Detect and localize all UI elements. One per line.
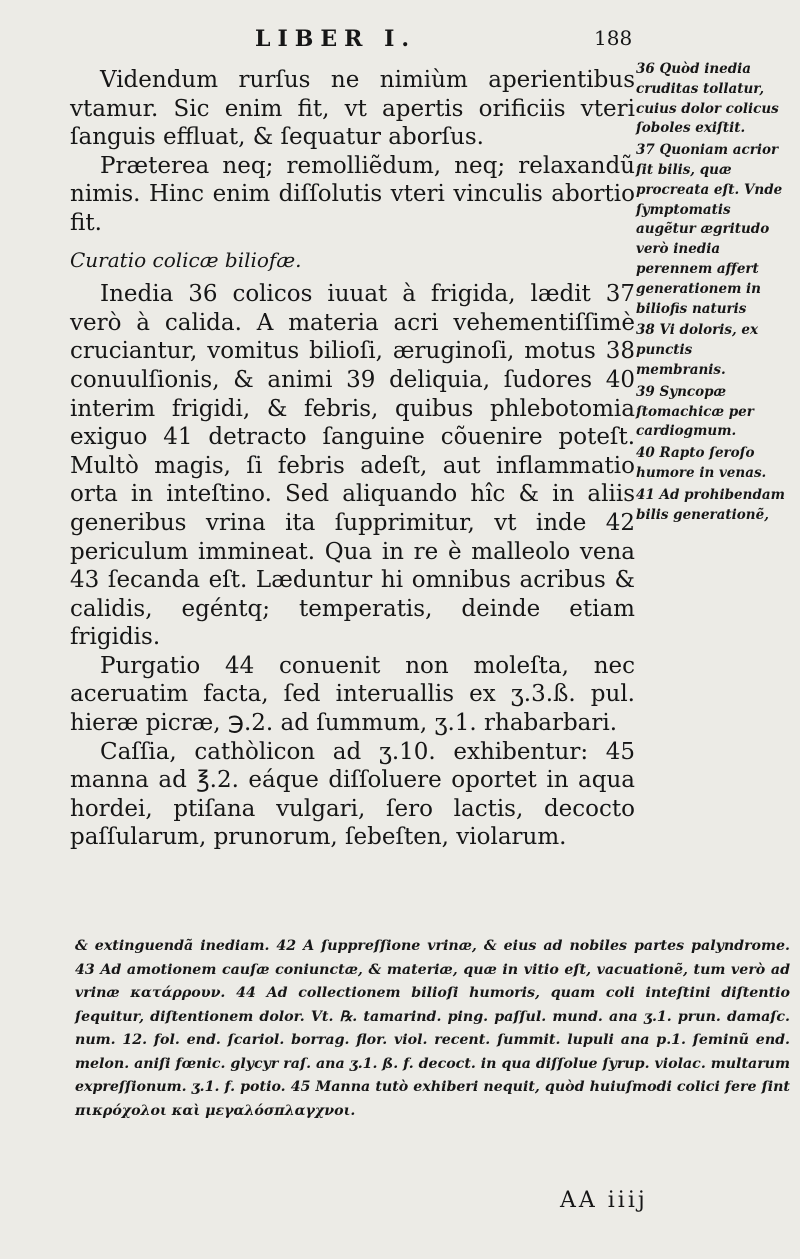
paragraph-5: Caſſia, cathòlicon ad ʒ.10. exhibentur: 45 manna ad ℥.2. eáque diſſoluere oportet in aqua hordei, ptiſana vulgari, ſero lactis, decocto paſſularum, prunorum, ſebeſten, violarum. [70, 738, 635, 851]
footnote-text: & extinguendã inediam. 42 A ſuppreſſione vrinæ, & eius ad nobiles partes palyndrome. 43 Ad amotionem cauſæ coniunctæ, & materiæ, quæ in vitio eſt, vacuationẽ, tum verò ad vrinæ κατάρρουν. 44 Ad collectionem bilioſi humoris, quam coli inteſtini diſtentio ſequitur, diſtentionem dolor. Vt. ℞. tamarind. ping. paſſul. mund. ana ʒ.1. prun. damaſc. num. 12. fol. end. ſcariol. borrag. flor. viol. recent. ſummit. lupuli ana p.1. ſeminũ end. melon. aniſi fœnic. glycyr raſ. ana ʒ.1. ß. f. decoct. in qua diſſolue ſyrup. violac. multarum expreſſionum. ʒ.1. f. potio. 45 Manna tutò exhiberi nequit, quòd huiuſmodi colici fere ſint πικρόχολοι καὶ μεγαλόσπλαγχνοι. [75, 938, 790, 1119]
section-heading: Curatio colicæ biliofæ. [70, 247, 302, 272]
margin-note: 36 Quòd inedia cruditas tollatur, cuius dolor colicus ſoboles exiſtit. [636, 61, 779, 137]
paragraph-1: Videndum rurſus ne nimiùm aperientibus vtamur. Sic enim fit, vt apertis orificiis vteri ſanguis effluat, & ſequatur aborſus. [70, 67, 635, 151]
signature-mark: AA iiij [560, 1188, 648, 1213]
margin-note: 41 Ad prohibendam bilis generationẽ, [636, 486, 785, 523]
paragraph-2: Præterea neq; remolliẽdum, neq; relaxandũ nimis. Hinc enim diſſolutis vteri vinculis abortio fit. [70, 152, 635, 236]
margin-note: 40 Rapto ſeroſo humore in venas. [636, 445, 767, 481]
marginal-notes [636, 60, 786, 527]
page-number: 188 [594, 26, 633, 50]
margin-note: 39 Syncopæ ſtomachicæ per cardiogmum. [636, 383, 754, 440]
margin-note: 37 Quoniam acrior ſit bilis, quæ procreata eſt. Vnde ſymptomatis augẽtur ægritudo verò inedia perennem affert generationem in biliofis naturis [636, 142, 783, 317]
main-text-column [70, 66, 635, 852]
footnotes [75, 935, 790, 1123]
margin-note: 38 Vi doloris, ex punctis membranis. [636, 322, 759, 378]
paragraph-4: Purgatio 44 conuenit non moleſta, nec aceruatim facta, ſed interuallis ex ʒ.3.ß. pul. hieræ picræ, ℈.2. ad ſummum, ʒ.1. rhabarbari. [70, 652, 635, 737]
paragraph-3: Inedia 36 colicos iuuat à frigida, lædit 37 verò à calida. A materia acri vehementiſſimè cruciantur, vomitus bilioſi, æruginoſi, motus 38 conuulſionis, & animi 39 deliquia, ſudores 40 interim frigidi, & febris, quibus phlebotomia exiguo 41 detracto ſanguine cõuenire poteſt. Multò magis, ſi febris adeſt, aut inflammatio orta in inteſtino. Sed aliquando hîc & in aliis generibus vrina ita ſupprimitur, vt inde 42 periculum immineat. Qua in re è malleolo vena 43 ſecanda eſt. Læduntur hi omnibus acribus & calidis, egéntq; temperatis, deinde etiam frigidis. [70, 281, 635, 651]
running-head: LIBER I. [255, 26, 417, 52]
